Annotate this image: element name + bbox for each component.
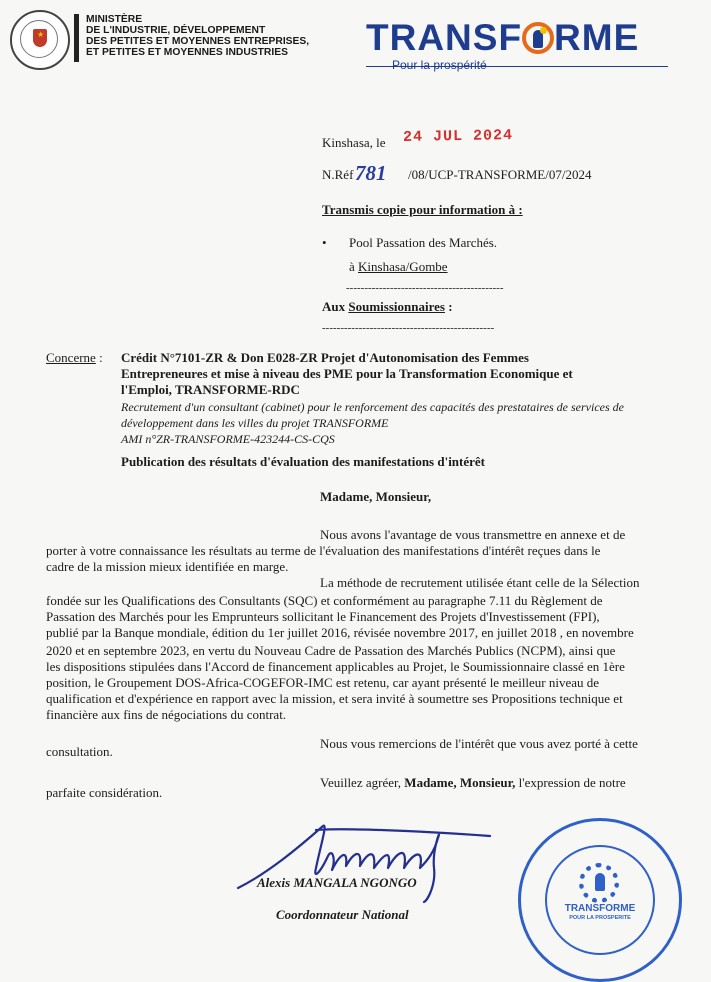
ref-number: 781 [355,161,387,185]
signatory-title: Coordonnateur National [276,907,409,922]
copy-location-prefix: à [349,259,359,274]
date-stamp: 24 JUL 2024 [402,127,514,146]
closing-bold: Madame, Monsieur, [404,775,516,790]
closing-line-2: parfaite considération. [46,785,163,800]
concerne-italic-line: Recrutement d'un consultant (cabinet) pour le renforcement des capacités des prestataires de services de [121,400,624,414]
salutation: Madame, Monsieur, [320,489,432,504]
official-stamp [518,818,682,982]
concerne-label [46,350,103,366]
concerne-line: Crédit N°7101-ZR & Don E028-ZR Projet d'Autonomisation des Femmes [121,350,529,365]
ref-prefix: N.Réf [322,167,354,182]
copy-location-city: Kinshasa/Gombe [358,259,448,274]
signatory-name: Alexis MANGALA NGONGO [257,875,417,890]
dash-line: ------------------------------------------- [346,282,504,294]
p1-line: porter à votre connaissance les résultats au terme de l'évaluation des manifestations d'intérêt reçues dans le [46,543,601,558]
closing-end: l'expression de notre [515,775,626,790]
recipients-dash: ----------------------------------------------- [322,322,495,334]
p2-line: fondée sur les Qualifications des Consultants (SQC) et conformément au paragraphe 7.11 du Règlement de [46,593,603,608]
recipients-prefix: Aux [322,299,349,314]
closing-start: Veuillez agréer, [320,775,405,790]
concerne-italic-line: AMI n°ZR-TRANSFORME-423244-CS-CQS [121,432,335,446]
gear-person-icon [579,863,619,903]
concerne-line: Entrepreneures et mise à niveau des PME pour la Transformation Economique et [121,366,573,381]
copy-item: Pool Passation des Marchés. [349,235,498,250]
p1-line: cadre de la mission mieux identifiée en marge. [46,559,289,574]
p2-line: les dispositions stipulées dans l'Accord de financement applicables au Projet, le Soumissionnaire classé en 1ère [46,659,625,674]
stamp-word: TRANSFORME [564,903,636,914]
ministry-line: ET PETITES ET MOYENNES INDUSTRIES [86,47,288,58]
recipients-suffix: : [444,299,453,314]
ministry-name [86,14,316,58]
ref-suffix: /08/UCP-TRANSFORME/07/2024 [408,167,592,182]
p2-line: position, le Groupement DOS-Africa-COGEFOR-IMC est retenu, car ayant présenté le meilleur niveau de [46,675,600,690]
concerne-line: l'Emploi, TRANSFORME-RDC [121,382,300,397]
recipients-line [322,299,453,315]
ministry-line: MINISTÈRE [86,14,143,25]
stamp-sub: POUR LA PROSPERITE [569,915,631,921]
p2-line: Passation des Marchés pour les Emprunteurs sollicitant le Financement des Projets d'Investissement (FPI), [46,609,600,624]
p3-line: Nous vous remercions de l'intérêt que vous avez porté à cette [320,736,638,751]
closing-line [320,775,626,791]
transforme-logo [366,18,639,58]
p2-line: 2020 et en septembre 2023, en vertu du Nouveau Cadre de Passation des Marchés Publics (NCPM), ainsi que [46,643,616,658]
p3-line: consultation. [46,744,113,759]
p2-line: financière aux fins de négociations du contrat. [46,707,287,722]
government-seal [10,10,70,70]
logo-tagline: Pour la prospérité [392,58,487,72]
ministry-line: DES PETITES ET MOYENNES ENTREPRISES, [86,36,310,47]
place: Kinshasa, le [322,135,386,150]
star-icon: ★ [37,30,45,39]
logo-text-left: TRANSF [366,17,523,58]
logo-text-right: RME [554,17,640,58]
concerne-italic-line: développement dans les villes du projet TRANSFORME [121,416,389,430]
ministry-line: DE L'INDUSTRIE, DÉVELOPPEMENT [86,25,266,36]
gear-person-icon [522,22,554,54]
concerne-word: Concerne [46,350,96,365]
p2-line: La méthode de recrutement utilisée étant celle de la Sélection [320,575,640,590]
p2-line: qualification et d'expérience en rapport avec la mission, et sera invité à soumettre ses Propositions technique et [46,691,623,706]
p1-line: Nous avons l'avantage de vous transmettre en annexe et de [320,527,626,542]
p2-line: publié par la Banque mondiale, édition du 1er juillet 2016, révisée novembre 2017, en juillet 2018 , en novembre [46,625,634,640]
handwritten-signature [228,818,508,908]
header-divider [74,14,79,62]
copy-location [349,259,448,275]
concerne-colon: : [95,350,103,365]
copy-heading: Transmis copie pour information à : [322,202,523,217]
bullet: • [322,235,327,250]
concerne-publication: Publication des résultats d'évaluation des manifestations d'intérêt [121,454,486,469]
recipients: Soumissionnaires [348,299,445,314]
